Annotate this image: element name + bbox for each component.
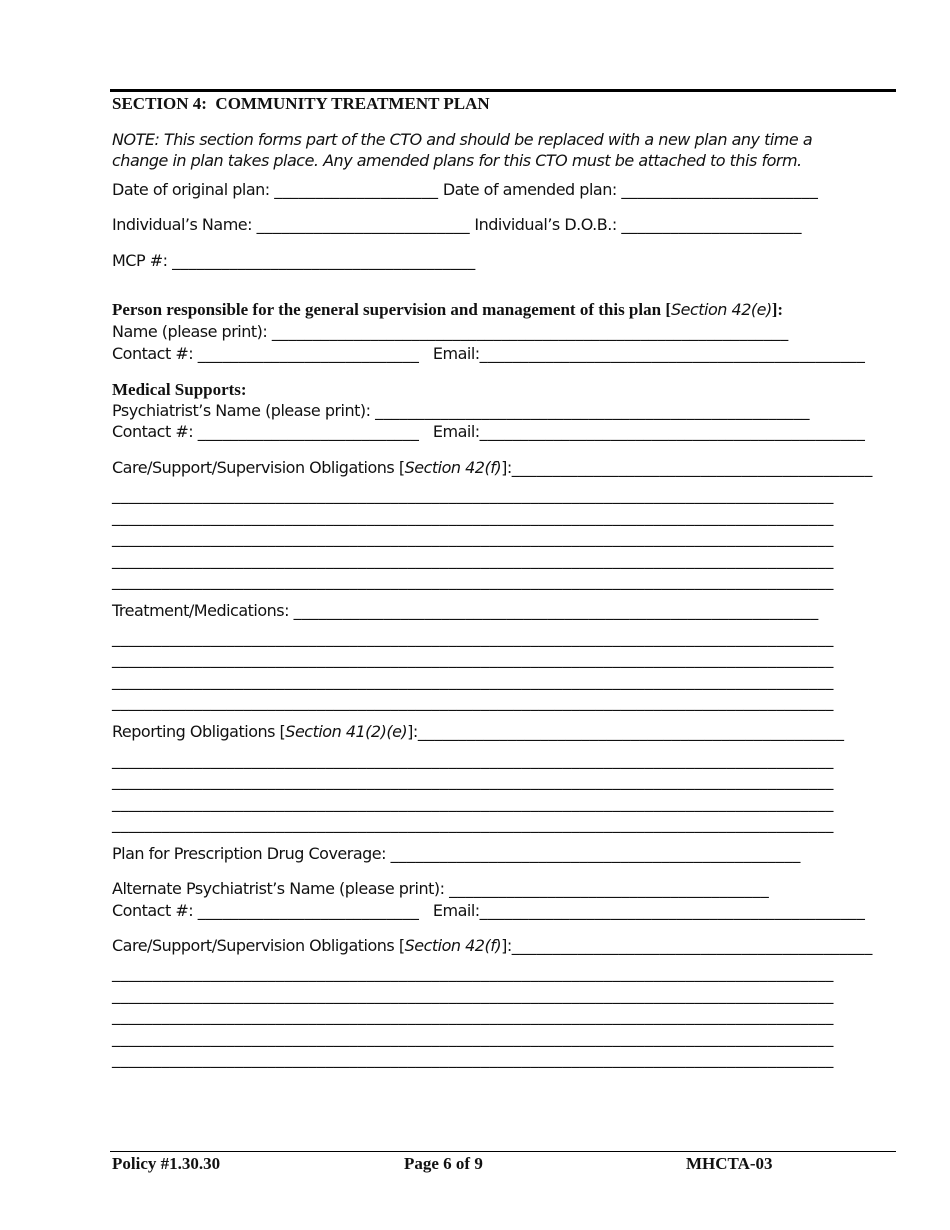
reporting-line[interactable]: ________________________________________________________________________________________ xyxy=(112,771,834,790)
alt-psychiatrist-field[interactable]: _______________________________________ xyxy=(449,879,769,898)
drug-coverage-field[interactable]: __________________________________________________ xyxy=(390,844,801,863)
alt-care-obligations-line[interactable]: ________________________________________________________________________________________ xyxy=(112,1049,834,1068)
treatment-field[interactable]: ________________________________________________________________ xyxy=(293,601,819,620)
alt-email-field[interactable]: _______________________________________________ xyxy=(479,901,866,920)
care-obligations-line[interactable]: ________________________________________________________________________________________ xyxy=(112,528,834,547)
alt-care-obligations-row xyxy=(112,936,873,956)
treatment-label: Treatment/Medications: xyxy=(112,601,294,620)
treatment-line[interactable]: ________________________________________________________________________________________ xyxy=(112,649,834,668)
alt-care-obligations-end: ]: xyxy=(501,936,512,955)
care-obligations-line[interactable]: ________________________________________________________________________________________ xyxy=(112,571,834,590)
person-responsible-section: Section 42(e) xyxy=(670,300,772,319)
header-rule xyxy=(110,89,896,92)
alt-care-obligations-line[interactable]: ________________________________________________________________________________________ xyxy=(112,963,834,982)
psychiatrist-contact-row xyxy=(112,422,865,442)
alt-care-obligations-line[interactable]: ________________________________________________________________________________________ xyxy=(112,1006,834,1025)
responsible-name-row xyxy=(112,322,788,342)
date-amended-field[interactable]: ________________________ xyxy=(621,180,819,199)
reporting-line[interactable]: ________________________________________________________________________________________ xyxy=(112,814,834,833)
psychiatrist-email-label: Email: xyxy=(432,422,480,441)
care-obligations-line[interactable]: ________________________________________________________________________________________ xyxy=(112,550,834,569)
reporting-label: Reporting Obligations [ xyxy=(112,722,286,741)
alt-contact-field[interactable]: ___________________________ xyxy=(197,901,420,920)
date-original-field[interactable]: ____________________ xyxy=(274,180,439,199)
treatment-line[interactable]: ________________________________________________________________________________________ xyxy=(112,671,834,690)
date-original-label: Date of original plan: xyxy=(112,180,275,199)
reporting-section: Section 41(2)(e) xyxy=(285,722,408,741)
care-obligations-line[interactable]: ________________________________________________________________________________________ xyxy=(112,485,834,504)
psychiatrist-name-field[interactable]: _____________________________________________________ xyxy=(375,401,810,420)
person-responsible-label: Person responsible for the general supervision and management of this plan [ xyxy=(112,300,671,319)
drug-coverage-row xyxy=(112,844,801,864)
date-row xyxy=(112,180,818,200)
footer-page-number: Page 6 of 9 xyxy=(404,1154,483,1173)
alt-care-obligations-label: Care/Support/Supervision Obligations [ xyxy=(112,936,405,955)
alt-care-obligations-line[interactable]: ________________________________________________________________________________________ xyxy=(112,1028,834,1047)
individual-dob-label: Individual’s D.O.B.: xyxy=(469,215,622,234)
person-responsible-end: ]: xyxy=(771,300,784,319)
care-obligations-field[interactable]: ____________________________________________ xyxy=(511,458,873,477)
care-obligations-row xyxy=(112,458,873,478)
footer-rule xyxy=(110,1151,896,1152)
alt-psychiatrist-contact-row xyxy=(112,901,865,921)
responsible-contact-field[interactable]: ___________________________ xyxy=(197,344,420,363)
alt-email-label: Email: xyxy=(432,901,480,920)
responsible-email-label: Email: xyxy=(432,344,480,363)
mcp-label: MCP #: xyxy=(112,251,173,270)
care-obligations-section: Section 42(f) xyxy=(404,458,502,477)
care-obligations-label: Care/Support/Supervision Obligations [ xyxy=(112,458,405,477)
drug-coverage-label: Plan for Prescription Drug Coverage: xyxy=(112,844,391,863)
medical-supports-heading: Medical Supports: xyxy=(112,380,247,399)
alt-psychiatrist-label: Alternate Psychiatrist’s Name (please print): xyxy=(112,879,450,898)
responsible-name-label: Name (please print): xyxy=(112,322,272,341)
psychiatrist-name-row xyxy=(112,401,810,421)
care-obligations-end: ]: xyxy=(501,458,512,477)
responsible-email-field[interactable]: _______________________________________________ xyxy=(479,344,866,363)
note-line-1: NOTE: This section forms part of the CTO and should be replaced with a new plan any time a xyxy=(112,130,813,149)
reporting-field[interactable]: ____________________________________________________ xyxy=(417,722,845,741)
individual-row xyxy=(112,215,802,235)
date-amended-label: Date of amended plan: xyxy=(438,180,622,199)
individual-dob-field[interactable]: ______________________ xyxy=(621,215,802,234)
psychiatrist-email-field[interactable]: _______________________________________________ xyxy=(479,422,866,441)
alt-care-obligations-section: Section 42(f) xyxy=(404,936,502,955)
reporting-line[interactable]: ________________________________________________________________________________________ xyxy=(112,750,834,769)
individual-name-field[interactable]: __________________________ xyxy=(256,215,470,234)
reporting-end: ]: xyxy=(407,722,418,741)
note-line-2: change in plan takes place. Any amended plans for this CTO must be attached to this form. xyxy=(112,151,802,170)
mcp-field[interactable]: _____________________________________ xyxy=(172,251,476,270)
responsible-name-field[interactable]: _______________________________________________________________ xyxy=(271,322,789,341)
mcp-row xyxy=(112,251,476,271)
treatment-line[interactable]: ________________________________________________________________________________________ xyxy=(112,692,834,711)
responsible-contact-label: Contact #: xyxy=(112,344,198,363)
footer-form-code: MHCTA-03 xyxy=(686,1154,773,1173)
alt-contact-label: Contact #: xyxy=(112,901,198,920)
care-obligations-line[interactable]: ________________________________________________________________________________________ xyxy=(112,507,834,526)
responsible-contact-row xyxy=(112,344,865,364)
treatment-line[interactable]: ________________________________________________________________________________________ xyxy=(112,628,834,647)
treatment-row xyxy=(112,601,818,621)
psychiatrist-contact-field[interactable]: ___________________________ xyxy=(197,422,420,441)
psychiatrist-contact-label: Contact #: xyxy=(112,422,198,441)
psychiatrist-name-label: Psychiatrist’s Name (please print): xyxy=(112,401,376,420)
reporting-line[interactable]: ________________________________________________________________________________________ xyxy=(112,793,834,812)
alt-psychiatrist-row xyxy=(112,879,769,899)
person-responsible-heading xyxy=(112,300,783,320)
footer-policy: Policy #1.30.30 xyxy=(112,1154,221,1173)
section-title: SECTION 4: COMMUNITY TREATMENT PLAN xyxy=(112,94,490,113)
alt-care-obligations-line[interactable]: ________________________________________________________________________________________ xyxy=(112,985,834,1004)
individual-name-label: Individual’s Name: xyxy=(112,215,257,234)
alt-care-obligations-field[interactable]: ____________________________________________ xyxy=(511,936,873,955)
reporting-row xyxy=(112,722,844,742)
